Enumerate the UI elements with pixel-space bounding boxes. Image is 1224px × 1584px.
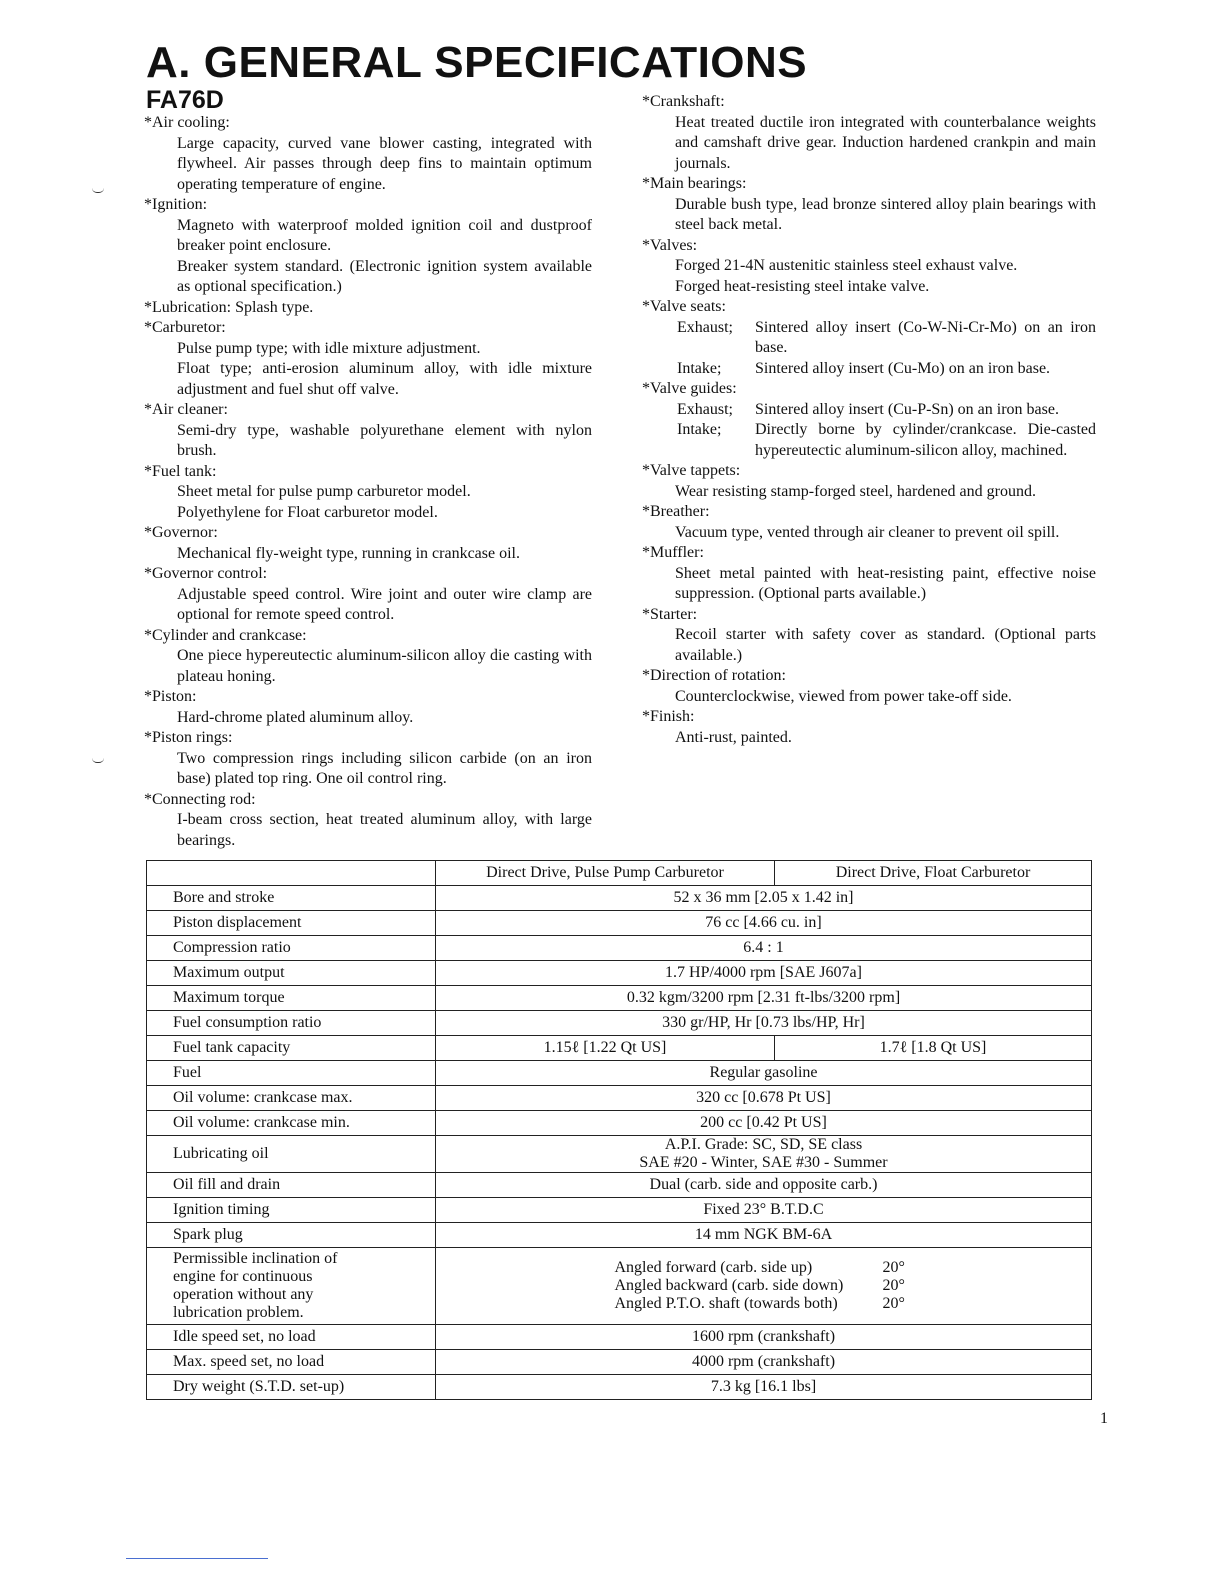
inclination-direction: Angled P.T.O. shaft (towards both) (614, 1295, 838, 1312)
row-value: 1.7ℓ [1.8 Qt US] (775, 1036, 1092, 1061)
row-value: 330 gr/HP, Hr [0.73 lbs/HP, Hr] (436, 1011, 1092, 1036)
spec-description: Magneto with waterproof molded ignition coil and dustproof breaker point enclosure. (177, 216, 592, 254)
table-row (147, 1111, 1092, 1136)
spec-subitem-label: Exhaust; (677, 318, 733, 336)
spec-description: Polyethylene for Float carburetor model. (177, 503, 438, 521)
spec-heading: *Main bearings: (642, 175, 747, 192)
table-row (147, 1086, 1092, 1111)
spec-subitem-label: Intake; (677, 421, 722, 438)
row-label-line: Permissible inclination of (173, 1250, 338, 1267)
inclination-direction: Angled backward (carb. side down) (614, 1277, 844, 1294)
spec-heading: *Muffler: (642, 544, 704, 561)
table-header-row (147, 861, 1092, 886)
row-value-line: A.P.I. Grade: SC, SD, SE class (664, 1136, 863, 1153)
spec-heading: *Piston rings: (144, 729, 233, 746)
row-value (436, 1136, 1092, 1173)
row-value: 4000 rpm (crankshaft) (436, 1350, 1092, 1375)
spec-heading: *Valve guides: (642, 380, 737, 397)
specs-right-column (642, 92, 1096, 748)
row-label: Compression ratio (147, 936, 436, 961)
spec-description: Semi-dry type, washable polyurethane element with nylon brush. (177, 421, 592, 459)
row-value: 14 mm NGK BM-6A (436, 1223, 1092, 1248)
page-title: A. GENERAL SPECIFICATIONS (146, 38, 808, 87)
spec-description: Durable bush type, lead bronze sintered alloy plain bearings with steel back metal. (675, 195, 1096, 233)
spec-subitem (642, 318, 1096, 359)
inclination-line (440, 1259, 1087, 1277)
footer-rule (126, 1558, 268, 1559)
table-row (147, 986, 1092, 1011)
inclination-line (440, 1277, 1087, 1295)
column-header: Direct Drive, Float Carburetor (775, 861, 1092, 886)
spec-description: Mechanical fly-weight type, running in crankcase oil. (177, 544, 520, 562)
table-row (147, 1011, 1092, 1036)
row-label-line: operation without any (173, 1286, 314, 1303)
spec-description: Breaker system standard. (Electronic ignition system available as optional specification.) (177, 257, 592, 295)
row-value: 7.3 kg [16.1 lbs] (436, 1375, 1092, 1400)
row-value: Fixed 23° B.T.D.C (436, 1198, 1092, 1223)
spec-heading: *Starter: (642, 605, 698, 623)
row-value: 76 cc [4.66 cu. in] (436, 911, 1092, 936)
table-row (147, 1061, 1092, 1086)
spec-description: Forged 21-4N austenitic stainless steel exhaust valve. (675, 257, 1018, 274)
row-value: 1.7 HP/4000 rpm [SAE J607a] (436, 961, 1092, 986)
spec-description: Forged heat-resisting steel intake valve. (675, 277, 930, 295)
spec-description: Two compression rings including silicon carbide (on an iron base) plated top ring. One oil control ring. (177, 749, 592, 787)
spec-description: Sheet metal painted with heat-resisting paint, effective noise suppression. (Optional parts available.) (675, 564, 1096, 602)
spec-description: Float type; anti-erosion aluminum alloy, with idle mixture adjustment and fuel shut off valve. (177, 360, 592, 398)
row-value: 52 x 36 mm [2.05 x 1.42 in] (436, 886, 1092, 911)
row-label: Oil fill and drain (147, 1173, 436, 1198)
spec-subitem-text: Sintered alloy insert (Cu-Mo) on an iron base. (755, 359, 1051, 377)
spec-table (146, 860, 1092, 1400)
spec-heading: *Air cleaner: (144, 401, 228, 418)
table-row (147, 1248, 1092, 1325)
table-row (147, 936, 1092, 961)
row-label: Bore and stroke (147, 886, 436, 911)
row-value: 0.32 kgm/3200 rpm [2.31 ft-lbs/3200 rpm] (436, 986, 1092, 1011)
row-value: Dual (carb. side and opposite carb.) (436, 1173, 1092, 1198)
row-label: Fuel (147, 1061, 436, 1086)
spec-description: I-beam cross section, heat treated aluminum alloy, with large bearings. (177, 811, 592, 849)
spec-description: Large capacity, curved vane blower casting, integrated with flywheel. Air passes through deep fins to maintain optimum operating temperature of engine. (177, 134, 592, 193)
punch-mark (92, 188, 104, 193)
table-row (147, 1136, 1092, 1173)
spec-heading: *Air cooling: (144, 114, 230, 131)
inclination-angle: 20° (882, 1295, 905, 1312)
row-label: Spark plug (147, 1223, 436, 1248)
spec-subitem-text: Sintered alloy insert (Co-W-Ni-Cr-Mo) on an iron base. (755, 318, 1096, 356)
table-row (147, 1350, 1092, 1375)
spec-heading: *Cylinder and crankcase: (144, 626, 307, 644)
inclination-angle: 20° (882, 1259, 905, 1276)
row-label-line: engine for continuous (173, 1268, 313, 1285)
row-label: Dry weight (S.T.D. set-up) (147, 1375, 436, 1400)
spec-subitem (642, 400, 1096, 421)
spec-description: Heat treated ductile iron integrated with counterbalance weights and camshaft drive gear. Induction hardened crankpin and main journals. (675, 113, 1096, 172)
spec-description: One piece hypereutectic aluminum-silicon alloy die casting with plateau honing. (177, 647, 592, 685)
punch-mark (92, 758, 104, 763)
spec-description: Counterclockwise, viewed from power take-off side. (675, 687, 1012, 705)
spec-heading: *Lubrication: Splash type. (144, 298, 314, 316)
row-label-line: lubrication problem. (173, 1304, 304, 1321)
row-label: Maximum output (147, 961, 436, 986)
specs-left-column (144, 113, 592, 851)
row-label (147, 1248, 436, 1325)
spec-description: Anti-rust, painted. (675, 728, 792, 746)
spec-heading: *Valves: (642, 236, 698, 254)
spec-heading: *Direction of rotation: (642, 667, 786, 684)
row-label: Lubricating oil (147, 1136, 436, 1173)
row-label: Oil volume: crankcase min. (147, 1111, 436, 1136)
header-empty-cell (147, 861, 436, 886)
row-value: 1600 rpm (crankshaft) (436, 1325, 1092, 1350)
table-row (147, 886, 1092, 911)
spec-description: Vacuum type, vented through air cleaner to prevent oil spill. (675, 523, 1060, 541)
row-value (436, 1248, 1092, 1325)
row-label: Fuel tank capacity (147, 1036, 436, 1061)
spec-description: Wear resisting stamp-forged steel, hardened and ground. (675, 482, 1036, 500)
spec-heading: *Governor: (144, 524, 218, 541)
spec-subitem (642, 420, 1096, 461)
spec-heading: *Valve seats: (642, 298, 726, 315)
spec-heading: *Ignition: (144, 196, 208, 213)
spec-description: Sheet metal for pulse pump carburetor model. (177, 483, 471, 500)
row-label: Max. speed set, no load (147, 1350, 436, 1375)
column-header: Direct Drive, Pulse Pump Carburetor (436, 861, 775, 886)
spec-subitem-text: Sintered alloy insert (Cu-P-Sn) on an iron base. (755, 400, 1059, 418)
row-label: Maximum torque (147, 986, 436, 1011)
spec-heading: *Fuel tank: (144, 462, 217, 480)
spec-heading: *Governor control: (144, 565, 268, 582)
model-name: FA76D (146, 86, 224, 114)
row-value: 200 cc [0.42 Pt US] (436, 1111, 1092, 1136)
spec-heading: *Connecting rod: (144, 790, 256, 808)
spec-subitem-label: Exhaust; (677, 400, 733, 418)
spec-description: Adjustable speed control. Wire joint and outer wire clamp are optional for remote speed control. (177, 585, 592, 623)
spec-subitem-label: Intake; (677, 359, 722, 377)
table-row (147, 1375, 1092, 1400)
spec-heading: *Carburetor: (144, 319, 226, 336)
page-number: 1 (1100, 1410, 1108, 1427)
spec-description: Hard-chrome plated aluminum alloy. (177, 708, 414, 726)
spec-heading: *Breather: (642, 503, 710, 520)
row-label: Idle speed set, no load (147, 1325, 436, 1350)
row-label: Oil volume: crankcase max. (147, 1086, 436, 1111)
table-row (147, 1325, 1092, 1350)
spec-subitem (642, 359, 1096, 380)
table-row (147, 1223, 1092, 1248)
table-row (147, 1173, 1092, 1198)
table-row (147, 911, 1092, 936)
row-label: Piston displacement (147, 911, 436, 936)
row-value: 320 cc [0.678 Pt US] (436, 1086, 1092, 1111)
table-row (147, 1036, 1092, 1061)
table-row (147, 961, 1092, 986)
row-value: Regular gasoline (436, 1061, 1092, 1086)
spec-heading: *Crankshaft: (642, 93, 725, 110)
table-row (147, 1198, 1092, 1223)
spec-heading: *Valve tappets: (642, 462, 741, 479)
inclination-direction: Angled forward (carb. side up) (614, 1259, 813, 1276)
spec-heading: *Piston: (144, 688, 197, 705)
spec-subitem-text: Directly borne by cylinder/crankcase. Die-casted hypereutectic aluminum-silicon alloy, machined. (755, 421, 1096, 459)
spec-description: Pulse pump type; with idle mixture adjustment. (177, 339, 481, 357)
row-label: Fuel consumption ratio (147, 1011, 436, 1036)
row-value: 1.15ℓ [1.22 Qt US] (436, 1036, 775, 1061)
inclination-line (440, 1295, 1087, 1313)
row-value: 6.4 : 1 (436, 936, 1092, 961)
spec-description: Recoil starter with safety cover as standard. (Optional parts available.) (675, 626, 1096, 664)
inclination-angle: 20° (882, 1277, 905, 1294)
row-value-line: SAE #20 - Winter, SAE #30 - Summer (639, 1154, 888, 1171)
row-label: Ignition timing (147, 1198, 436, 1223)
spec-heading: *Finish: (642, 708, 695, 725)
